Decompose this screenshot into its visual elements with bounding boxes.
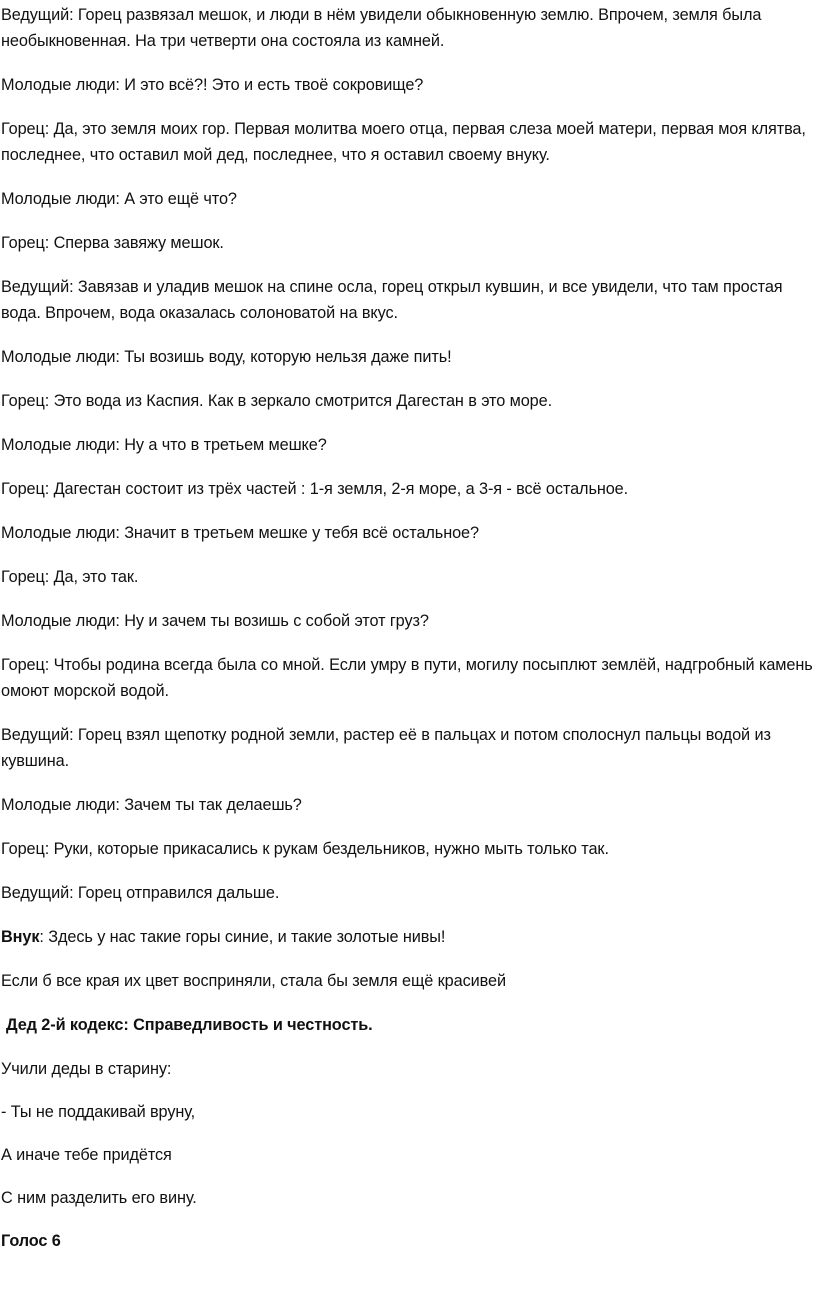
heading-codex <box>1 1012 813 1038</box>
paragraph-17: Горец: Руки, которые прикасались к рукам бездельников, нужно мыть только так. <box>1 840 609 858</box>
heading-codex-text: Дед 2-й кодекс: Справедливость и честность. <box>6 1016 373 1034</box>
paragraph-14: Горец: Чтобы родина всегда была со мной. Если умру в пути, могилу посыплют землёй, надгробный камень омоют морской водой. <box>1 656 813 700</box>
paragraph-2: Молодые люди: И это всё?! Это и есть твоё сокровище? <box>1 76 424 94</box>
paragraph-10: Горец: Дагестан состоит из трёх частей : 1-я земля, 2-я море, а 3-я - всё остальное. <box>1 480 629 498</box>
paragraph-8: Горец: Это вода из Каспия. Как в зеркало смотрится Дагестан в это море. <box>1 392 552 410</box>
heading-voice-text: Голос 6 <box>1 1232 61 1250</box>
paragraph-5: Горец: Сперва завяжу мешок. <box>1 234 224 252</box>
paragraph-4: Молодые люди: А это ещё что? <box>1 190 237 208</box>
paragraph-19-text: : Здесь у нас такие горы синие, и такие золотые нивы! <box>39 928 446 946</box>
paragraph-19 <box>1 924 813 950</box>
poem-line-2: - Ты не поддакивай вруну, <box>1 1103 196 1121</box>
paragraph-12: Горец: Да, это так. <box>1 568 139 586</box>
paragraph-11: Молодые люди: Значит в третьем мешке у тебя всё остальное? <box>1 524 479 542</box>
document-body <box>1 0 813 1272</box>
paragraph-6: Ведущий: Завязав и уладив мешок на спине осла, горец открыл кувшин, и все увидели, что там простая вода. Впрочем, вода оказалась солоноватой на вкус. <box>1 278 783 322</box>
paragraph-13: Молодые люди: Ну и зачем ты возишь с собой этот груз? <box>1 612 429 630</box>
paragraph-18: Ведущий: Горец отправился дальше. <box>1 884 280 902</box>
heading-voice <box>1 1228 813 1254</box>
poem-line-4: С ним разделить его вину. <box>1 1189 197 1207</box>
poem-line-3: А иначе тебе придётся <box>1 1146 172 1164</box>
paragraph-20: Если б все края их цвет восприняли, стала бы земля ещё красивей <box>1 972 506 990</box>
paragraph-16: Молодые люди: Зачем ты так делаешь? <box>1 796 302 814</box>
paragraph-3: Горец: Да, это земля моих гор. Первая молитва моего отца, первая слеза моей матери, первая моя клятва, последнее, что оставил мой дед, последнее, что я оставил своему внуку. <box>1 120 806 164</box>
paragraph-7: Молодые люди: Ты возишь воду, которую нельзя даже пить! <box>1 348 452 366</box>
speaker-vnuk: Внук <box>1 928 40 946</box>
poem-line-1: Учили деды в старину: <box>1 1060 172 1078</box>
paragraph-15: Ведущий: Горец взял щепотку родной земли, растер её в пальцах и потом сполоснул пальцы водой из кувшина. <box>1 726 771 770</box>
paragraph-1: Ведущий: Горец развязал мешок, и люди в нём увидели обыкновенную землю. Впрочем, земля была необыкновенная. На три четверти она состояла из камней. <box>1 6 762 50</box>
paragraph-9: Молодые люди: Ну а что в третьем мешке? <box>1 436 327 454</box>
